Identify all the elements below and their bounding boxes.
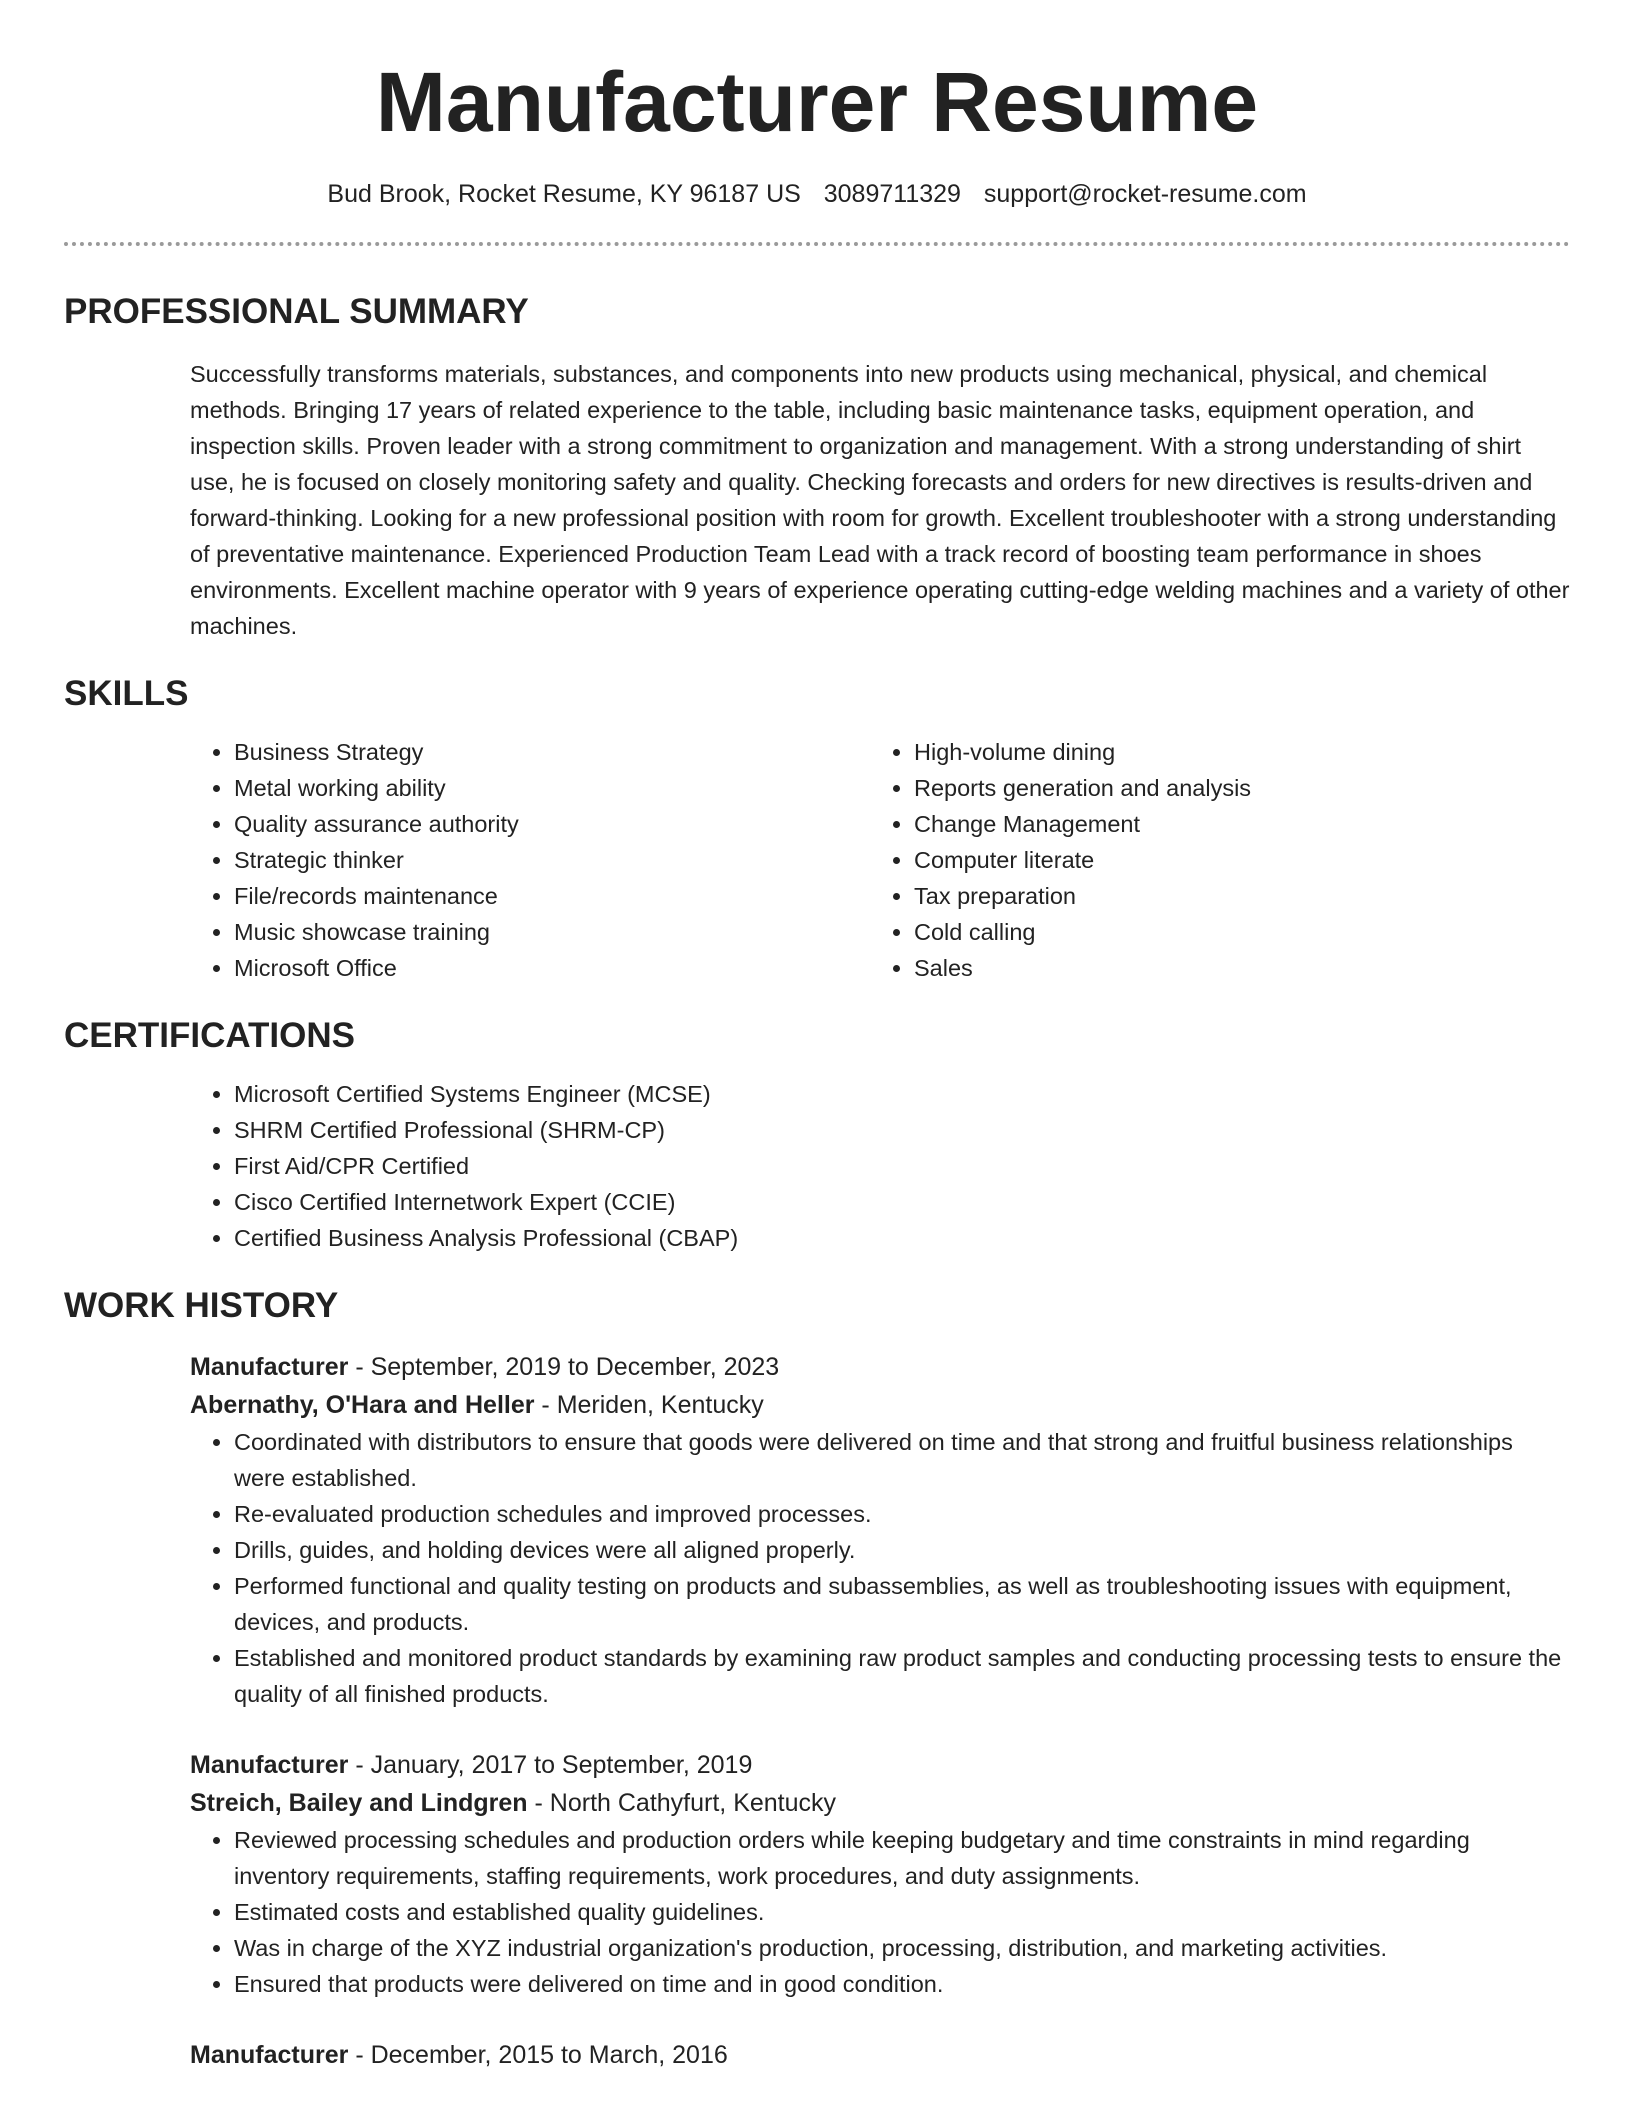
skills-list	[190, 734, 1570, 986]
skills-heading: SKILLS	[64, 674, 189, 713]
job-title: Manufacturer	[190, 2041, 349, 2069]
job-company: Streich, Bailey and Lindgren	[190, 1789, 528, 1817]
summary-text: Successfully transforms materials, substances, and components into new products using mechanical, physical, and chemical methods. Bringing 17 years of related experience to the table, including basic maintenance tasks, equipment operation, and inspection skills. Proven leader with a strong commitment to organization and management. With a strong understanding of shirt use, he is focused on closely monitoring safety and quality. Checking forecasts and orders for new directives is results-driven and forward-thinking. Looking for a new professional position with room for growth. Excellent troubleshooter with a strong understanding of preventative maintenance. Experienced Production Team Lead with a track record of boosting team performance in shoes environments. Excellent machine operator with 9 years of experience operating cutting-edge welding machines and a variety of other machines.	[190, 361, 1570, 639]
job-company-line	[190, 1386, 1570, 1424]
skill-item: • File/records maintenance	[234, 878, 870, 914]
job-location: - North Cathyfurt, Kentucky	[527, 1789, 837, 1817]
job-duty: • Drills, guides, and holding devices were all aligned properly.	[234, 1532, 1570, 1568]
job-duty: • Coordinated with distributors to ensure that goods were delivered on time and that strong and fruitful business relationships were established.	[234, 1424, 1570, 1496]
skill-item: • Music showcase training	[234, 914, 870, 950]
certifications-list	[190, 1076, 1570, 1256]
skills-column-right	[870, 734, 1550, 986]
job-dates: - September, 2019 to December, 2023	[348, 1353, 780, 1381]
job-duties	[190, 1424, 1570, 1712]
skill-item: • Microsoft Office	[234, 950, 870, 986]
skill-item: • Quality assurance authority	[234, 806, 870, 842]
skill-item: • Cold calling	[914, 914, 1550, 950]
summary-heading: PROFESSIONAL SUMMARY	[64, 292, 529, 331]
job-company: Abernathy, O'Hara and Heller	[190, 1391, 535, 1419]
skill-item: • Change Management	[914, 806, 1550, 842]
resume-page	[64, 0, 1570, 2074]
job-title: Manufacturer	[190, 1353, 349, 1381]
skill-item: • Strategic thinker	[234, 842, 870, 878]
skill-item: • Business Strategy	[234, 734, 870, 770]
job-duties	[190, 1822, 1570, 2002]
job-duty: • Was in charge of the XYZ industrial organization's production, processing, distribution, and marketing activities.	[234, 1930, 1570, 1966]
job-duty: • Established and monitored product standards by examining raw product samples and conducting processing tests to ensure the quality of all finished products.	[234, 1640, 1570, 1712]
contact-email: support@rocket-resume.com	[983, 180, 1307, 208]
skill-item: • Metal working ability	[234, 770, 870, 806]
job-location: - Meriden, Kentucky	[534, 1391, 764, 1419]
skill-item: • Sales	[914, 950, 1550, 986]
certifications-heading: CERTIFICATIONS	[64, 1016, 356, 1055]
certification-item: • SHRM Certified Professional (SHRM-CP)	[234, 1112, 1570, 1148]
job-company-line	[190, 1784, 1570, 1822]
job-title-line	[190, 1348, 1570, 1386]
skill-item: • High-volume dining	[914, 734, 1550, 770]
job-entry	[190, 1746, 1570, 2002]
job-title-line	[190, 2036, 1570, 2074]
job-duty: • Ensured that products were delivered on time and in good condition.	[234, 1966, 1570, 2002]
skills-column-left	[190, 734, 870, 986]
contact-address: Bud Brook, Rocket Resume, KY 96187 US	[327, 180, 801, 208]
job-entry	[190, 1348, 1570, 1712]
job-duty: • Estimated costs and established quality guidelines.	[234, 1894, 1570, 1930]
work-history-heading: WORK HISTORY	[64, 1286, 339, 1325]
certification-item: • Cisco Certified Internetwork Expert (CCIE)	[234, 1184, 1570, 1220]
certification-item: • First Aid/CPR Certified	[234, 1148, 1570, 1184]
job-entry	[190, 2036, 1570, 2074]
job-dates: - January, 2017 to September, 2019	[348, 1751, 753, 1779]
skill-item: • Tax preparation	[914, 878, 1550, 914]
resume-title: Manufacturer Resume	[375, 55, 1259, 149]
header-divider	[64, 242, 1570, 246]
job-title: Manufacturer	[190, 1751, 349, 1779]
contact-line	[64, 178, 1570, 210]
contact-phone: 3089711329	[823, 180, 961, 208]
job-duty: • Re-evaluated production schedules and improved processes.	[234, 1496, 1570, 1532]
job-title-line	[190, 1746, 1570, 1784]
skill-item: • Computer literate	[914, 842, 1550, 878]
skill-item: • Reports generation and analysis	[914, 770, 1550, 806]
certification-item: • Certified Business Analysis Professional (CBAP)	[234, 1220, 1570, 1256]
job-duty: • Reviewed processing schedules and production orders while keeping budgetary and time constraints in mind regarding inventory requirements, staffing requirements, work procedures, and duty assignments.	[234, 1822, 1570, 1894]
job-dates: - December, 2015 to March, 2016	[348, 2041, 728, 2069]
certification-item: • Microsoft Certified Systems Engineer (MCSE)	[234, 1076, 1570, 1112]
job-duty: • Performed functional and quality testing on products and subassemblies, as well as troubleshooting issues with equipment, devices, and products.	[234, 1568, 1570, 1640]
